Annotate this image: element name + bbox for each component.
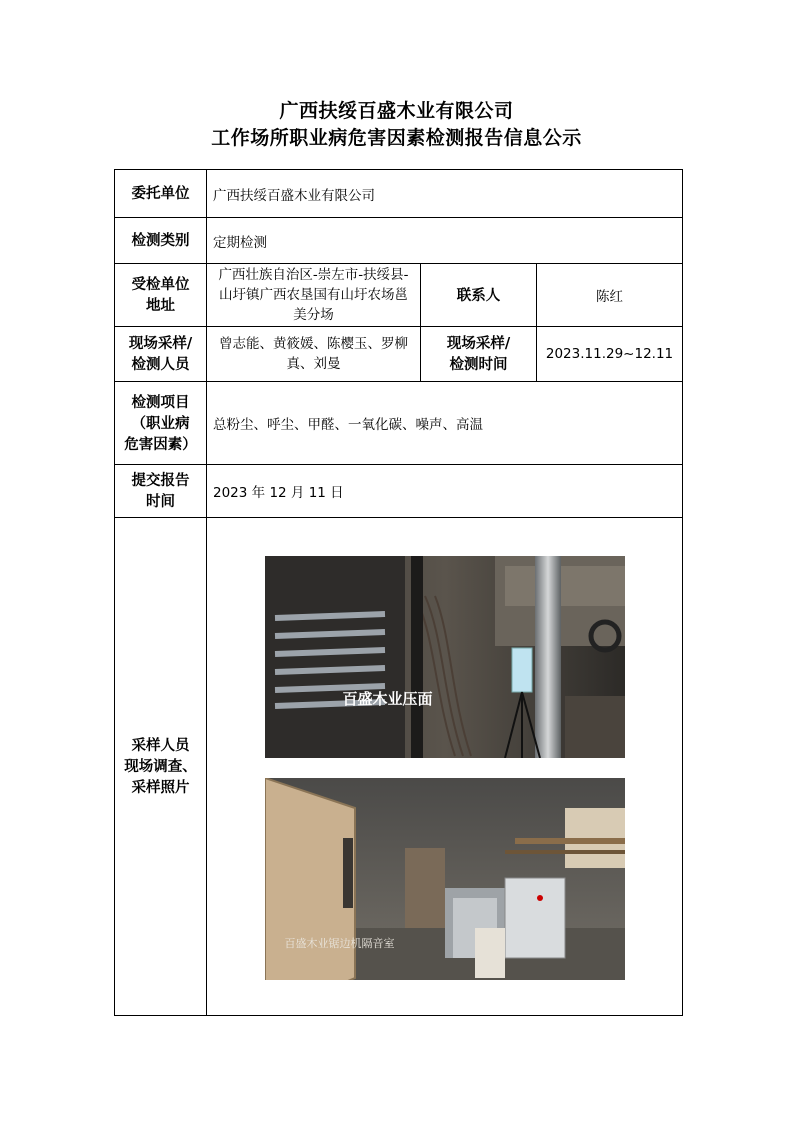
report-date-label [115,465,207,518]
items-label-line3: 危害因素） [124,435,197,453]
contact-value: 陈红 [537,264,683,327]
press-photo-caption: 百盛木业压面 [342,689,433,708]
row-staff [115,327,683,382]
staff-label [115,327,207,382]
address-value: 广西壮族自治区-崇左市-扶绥县-山圩镇广西农垦国有山圩农场邕美分场 [207,264,421,327]
staff-label-line1: 现场采样/ [128,335,193,352]
address-label [115,264,207,327]
report-date-value: 2023 年 12 月 11 日 [207,465,683,518]
photos-cell [207,518,683,1016]
address-label-line2: 地址 [146,297,175,314]
photos-label-line2: 现场调查、 [124,758,197,775]
site-photo-press [265,556,625,758]
row-photos [115,518,683,1016]
time-label [421,327,537,382]
time-label-line1: 现场采样/ [446,335,511,352]
row-address [115,264,683,327]
report-date-label-line2: 时间 [146,493,175,510]
category-value: 定期检测 [207,218,683,264]
client-value: 广西扶绥百盛木业有限公司 [207,170,683,218]
time-label-line2: 检测时间 [449,356,508,373]
company-title: 广西扶绥百盛木业有限公司 [279,100,514,122]
contact-label: 联系人 [421,264,537,327]
time-value: 2023.11.29~12.11 [537,327,683,382]
report-date-label-line1: 提交报告 [131,472,190,489]
items-label [115,382,207,465]
page-title: 工作场所职业病危害因素检测报告信息公示 [211,127,582,149]
staff-value: 曾志能、黄筱媛、陈樱玉、罗柳真、刘曼 [207,327,421,382]
photos-label-line1: 采样人员 [131,737,190,754]
row-items [115,382,683,465]
photos-label [115,518,207,1016]
client-label: 委托单位 [115,170,207,218]
staff-label-line2: 检测人员 [131,356,190,373]
site-photo-saw [265,778,625,980]
items-label-line1: 检测项目 [131,393,190,411]
photos-label-line3: 采样照片 [131,779,190,796]
items-label-line2: （职业病 [131,414,190,432]
address-label-line1: 受检单位 [131,276,190,293]
row-report-date [115,465,683,518]
items-value: 总粉尘、呼尘、甲醛、一氧化碳、噪声、高温 [207,382,683,465]
row-client [115,170,683,218]
press-machine-image [265,556,625,758]
category-label: 检测类别 [115,218,207,264]
info-table [114,169,683,1016]
row-category [115,218,683,264]
saw-photo-caption: 百盛木业锯边机隔音室 [284,936,395,950]
